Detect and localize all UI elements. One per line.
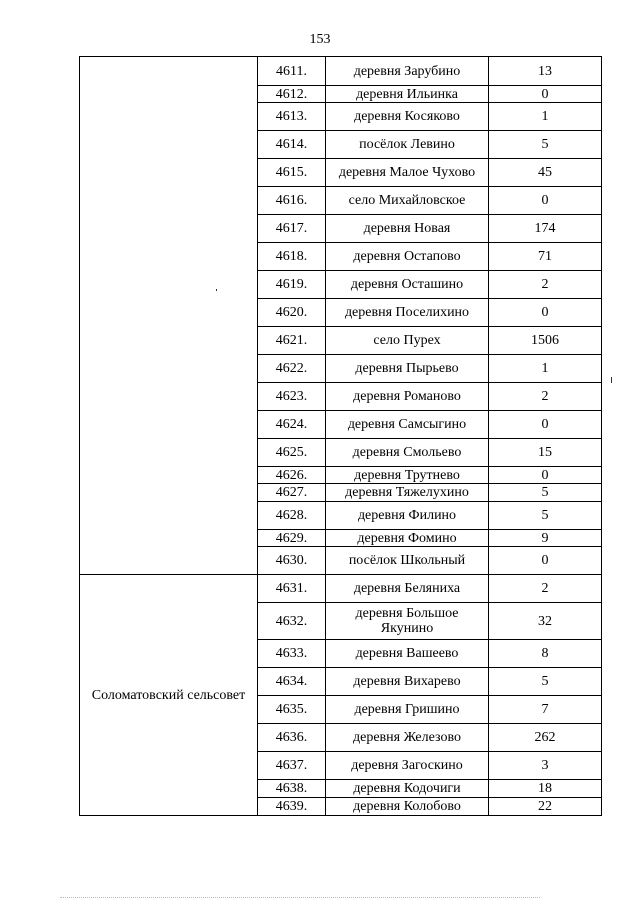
- population-cell: 2: [489, 271, 602, 299]
- population-cell: 15: [489, 439, 602, 467]
- settlement-name-cell: деревня Беляниха: [326, 575, 489, 603]
- settlement-name-cell: деревня Вашеево: [326, 640, 489, 668]
- population-cell: 32: [489, 603, 602, 640]
- settlement-number-cell: 4635.: [258, 696, 326, 724]
- population-cell: 0: [489, 86, 602, 103]
- population-cell: 71: [489, 243, 602, 271]
- settlement-number-cell: 4625.: [258, 439, 326, 467]
- settlement-number-cell: 4619.: [258, 271, 326, 299]
- population-cell: 2: [489, 575, 602, 603]
- scan-edge-noise: [60, 897, 540, 899]
- settlement-name-cell: село Пурех: [326, 327, 489, 355]
- settlement-number-cell: 4628.: [258, 502, 326, 530]
- settlement-number-cell: 4618.: [258, 243, 326, 271]
- settlement-number-cell: 4630.: [258, 547, 326, 575]
- settlements-table: [79, 56, 602, 816]
- table-row: [80, 57, 602, 86]
- settlement-name-cell: деревня Гришино: [326, 696, 489, 724]
- settlement-name-cell: деревня Филино: [326, 502, 489, 530]
- settlement-name-cell: деревня Ильинка: [326, 86, 489, 103]
- settlement-name-cell: деревня Большое Якунино: [326, 603, 489, 640]
- settlement-name-cell: деревня Романово: [326, 383, 489, 411]
- settlement-name-cell: деревня Пырьево: [326, 355, 489, 383]
- population-cell: 1: [489, 355, 602, 383]
- table-row: [80, 575, 602, 603]
- region-cell: Соломатовский сельсовет: [80, 575, 258, 816]
- settlement-name-cell: деревня Осташино: [326, 271, 489, 299]
- settlement-number-cell: 4611.: [258, 57, 326, 86]
- settlement-number-cell: 4639.: [258, 798, 326, 816]
- population-cell: 0: [489, 411, 602, 439]
- settlement-number-cell: 4629.: [258, 530, 326, 547]
- settlement-name-cell: деревня Кодочиги: [326, 780, 489, 798]
- settlement-number-cell: 4614.: [258, 131, 326, 159]
- settlement-name-cell: деревня Остапово: [326, 243, 489, 271]
- settlement-number-cell: 4620.: [258, 299, 326, 327]
- settlement-number-cell: 4612.: [258, 86, 326, 103]
- population-cell: 0: [489, 547, 602, 575]
- region-cell: [80, 57, 258, 575]
- settlement-name-cell: деревня Фомино: [326, 530, 489, 547]
- page-number: 153: [309, 32, 331, 47]
- settlement-name-cell: посёлок Школьный: [326, 547, 489, 575]
- population-cell: 5: [489, 131, 602, 159]
- population-cell: 3: [489, 752, 602, 780]
- population-cell: 1506: [489, 327, 602, 355]
- settlement-number-cell: 4615.: [258, 159, 326, 187]
- settlement-name-cell: посёлок Левино: [326, 131, 489, 159]
- settlement-number-cell: 4624.: [258, 411, 326, 439]
- population-cell: 174: [489, 215, 602, 243]
- population-cell: 262: [489, 724, 602, 752]
- population-cell: 1: [489, 103, 602, 131]
- settlement-number-cell: 4626.: [258, 467, 326, 484]
- population-cell: 2: [489, 383, 602, 411]
- population-cell: 5: [489, 668, 602, 696]
- settlement-number-cell: 4633.: [258, 640, 326, 668]
- settlements-table-body: [80, 57, 602, 816]
- population-cell: 0: [489, 187, 602, 215]
- population-cell: 5: [489, 502, 602, 530]
- settlement-name-cell: деревня Смольево: [326, 439, 489, 467]
- settlement-number-cell: 4621.: [258, 327, 326, 355]
- population-cell: 8: [489, 640, 602, 668]
- settlement-number-cell: 4638.: [258, 780, 326, 798]
- settlement-number-cell: 4634.: [258, 668, 326, 696]
- settlement-number-cell: 4637.: [258, 752, 326, 780]
- settlement-number-cell: 4636.: [258, 724, 326, 752]
- settlement-name-cell: деревня Тяжелухино: [326, 484, 489, 502]
- population-cell: 22: [489, 798, 602, 816]
- settlement-name-cell: деревня Самсыгино: [326, 411, 489, 439]
- settlement-name-cell: деревня Загоскино: [326, 752, 489, 780]
- population-cell: 9: [489, 530, 602, 547]
- settlement-number-cell: 4631.: [258, 575, 326, 603]
- population-cell: 5: [489, 484, 602, 502]
- settlement-number-cell: 4617.: [258, 215, 326, 243]
- scan-speck: [611, 377, 612, 383]
- settlement-number-cell: 4623.: [258, 383, 326, 411]
- settlement-number-cell: 4627.: [258, 484, 326, 502]
- population-cell: 7: [489, 696, 602, 724]
- settlement-name-cell: деревня Зарубино: [326, 57, 489, 86]
- settlement-name-cell: деревня Малое Чухово: [326, 159, 489, 187]
- settlement-name-cell: село Михайловское: [326, 187, 489, 215]
- settlement-number-cell: 4613.: [258, 103, 326, 131]
- settlement-name-cell: деревня Поселихино: [326, 299, 489, 327]
- settlement-number-cell: 4622.: [258, 355, 326, 383]
- population-cell: 18: [489, 780, 602, 798]
- population-cell: 0: [489, 299, 602, 327]
- population-cell: 13: [489, 57, 602, 86]
- settlement-name-cell: деревня Косяково: [326, 103, 489, 131]
- settlement-number-cell: 4616.: [258, 187, 326, 215]
- settlement-name-cell: деревня Вихарево: [326, 668, 489, 696]
- settlement-number-cell: 4632.: [258, 603, 326, 640]
- settlement-name-cell: деревня Новая: [326, 215, 489, 243]
- population-cell: 45: [489, 159, 602, 187]
- population-cell: 0: [489, 467, 602, 484]
- settlement-name-cell: деревня Трутнево: [326, 467, 489, 484]
- scan-speck: [216, 289, 217, 291]
- settlement-name-cell: деревня Железово: [326, 724, 489, 752]
- settlement-name-cell: деревня Колобово: [326, 798, 489, 816]
